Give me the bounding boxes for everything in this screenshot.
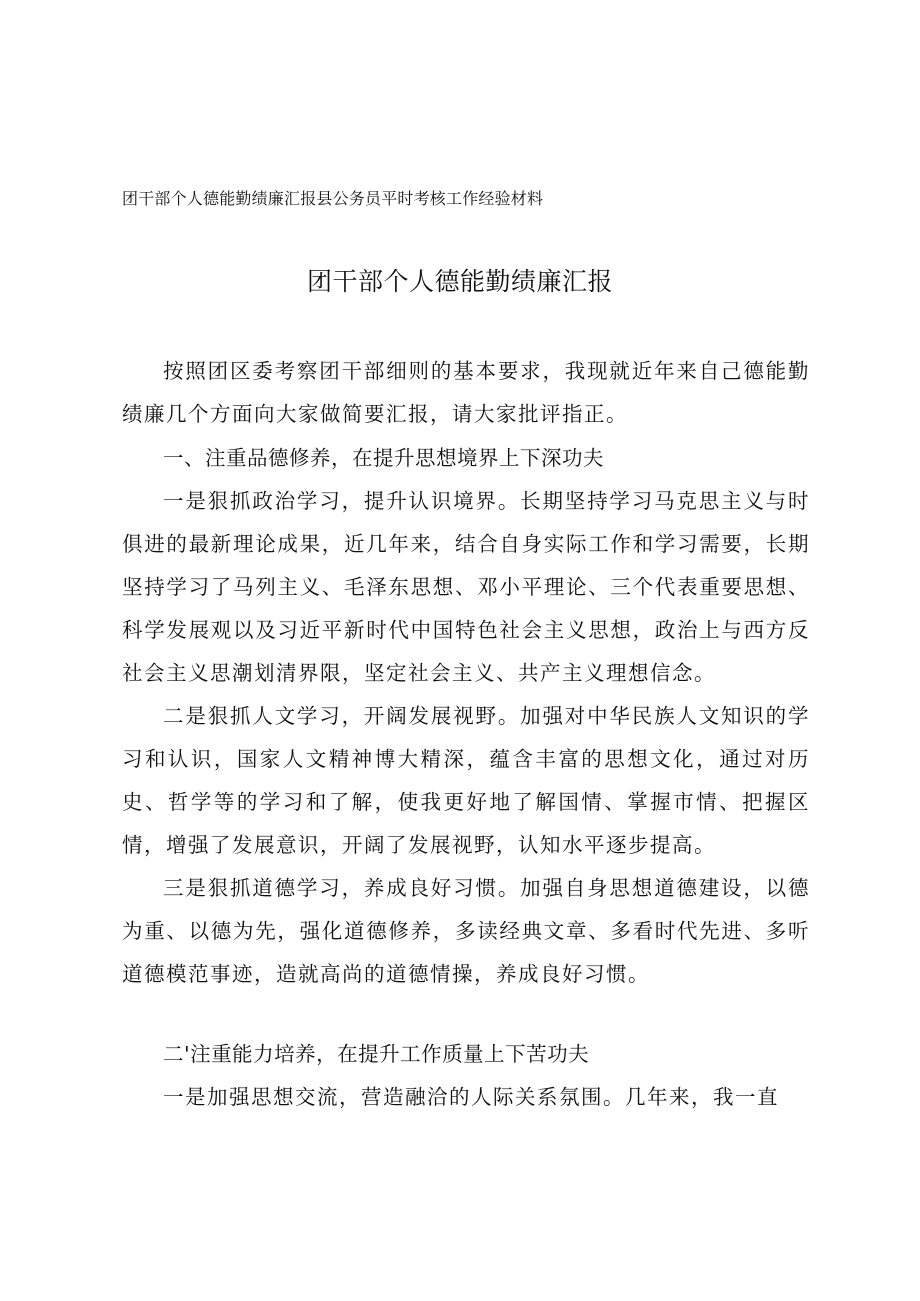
document-title: 团干部个人德能勤绩廉汇报	[306, 267, 613, 296]
section-1-paragraph-1: 一是狠抓政治学习，提升认识境界。长期坚持学习马克思主义与时俱进的最新理论成果，近几年来，结合自身实际工作和学习需要，长期坚持学习了马列主义、毛泽东思想、邓小平理论、三个代表重要思想、科学发展观以及习近平新时代中国特色社会主义思想，政治上与西方反社会主义思潮划清界限，坚定社会主义、共产主义理想信念。	[122, 489, 810, 685]
document-header: 团干部个人德能勤绩廉汇报县公务员平时考核工作经验材料	[122, 189, 544, 208]
section-1-paragraph-3: 三是狠抓道德学习，养成良好习惯。加强自身思想道德建设，以德为重、以德为先，强化道德修养，多读经典文章、多看时代先进、多听道德模范事迹，造就高尚的道德情操，养成良好习惯。	[122, 876, 810, 986]
section-2-heading: 二'注重能力培养，在提升工作质量上下苦功夫	[163, 1042, 590, 1066]
section-2-paragraph-1: 一是加强思想交流，营造融洽的人际关系氛围。几年来，我一直	[163, 1085, 779, 1109]
section-1-heading: 一、注重品德修养，在提升思想境界上下深功夫	[163, 446, 604, 470]
intro-paragraph: 按照团区委考察团干部细则的基本要求，我现就近年来自己德能勤绩廉几个方面向大家做简要汇报，请大家批评指正。	[122, 359, 810, 426]
section-1-paragraph-2: 二是狠抓人文学习，开阔发展视野。加强对中华民族人文知识的学习和认识，国家人文精神博大精深，蕴含丰富的思想文化，通过对历史、哲学等的学习和了解，使我更好地了解国情、掌握市情、把握区情，增强了发展意识，开阔了发展视野，认知水平逐步提高。	[122, 704, 810, 857]
